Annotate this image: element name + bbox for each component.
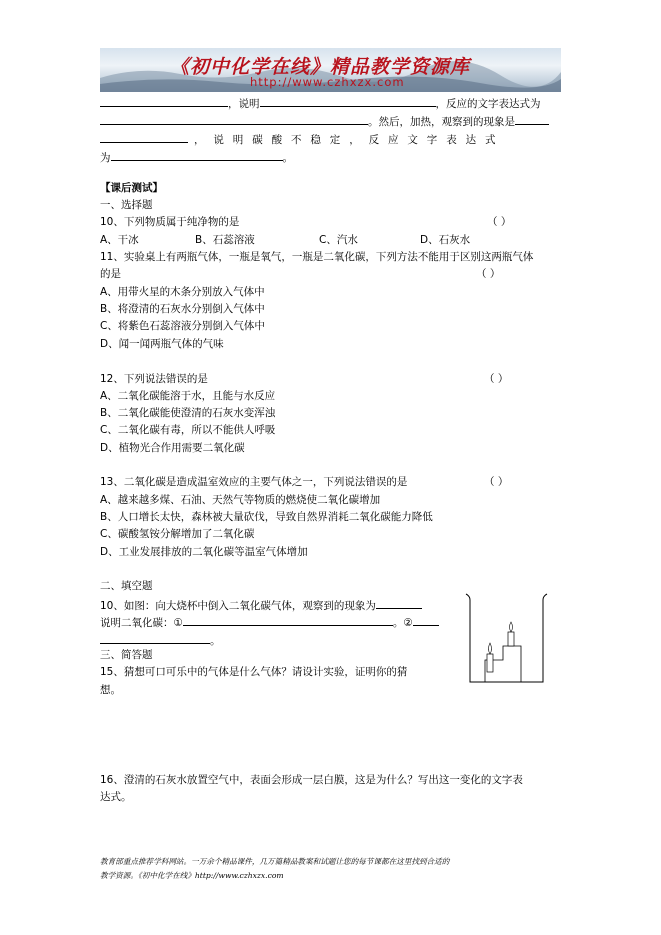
option-d[interactable]: D、工业发展排放的二氧化碳等温室气体增加 xyxy=(100,546,308,558)
intro-text: ，说明 xyxy=(228,98,260,110)
question-12-stem: 12、下列说法错误的是 xyxy=(100,373,208,385)
option-d[interactable]: D、闻一闻两瓶气体的气味 xyxy=(100,338,224,350)
option-d[interactable]: D、石灰水 xyxy=(420,234,471,246)
intro-line-3 xyxy=(100,131,504,147)
intro-line-2 xyxy=(100,113,549,129)
question-11-stem: 11、实验桌上有两瓶气体，一瓶是氧气，一瓶是二氧化碳，下列方法不能用于区别这两瓶气体 xyxy=(100,251,534,263)
upper-candle xyxy=(508,632,514,646)
flame-icon xyxy=(489,643,492,654)
option-b[interactable]: B、人口增长太快，森林被大量砍伐，导致自然界消耗二氧化碳能力降低 xyxy=(100,511,433,523)
fill-text: 10、如图：向大烧杯中倒入二氧化碳气体，观察到的现象为 xyxy=(100,600,376,612)
option-a[interactable]: A、二氧化碳能溶于水，且能与水反应 xyxy=(100,390,276,402)
blank[interactable] xyxy=(100,632,210,644)
section-heading: 【课后测试】 xyxy=(100,182,163,194)
question-11-stem-cont: 的是 xyxy=(100,268,121,280)
banner-url[interactable]: http://www.czhxzx.com xyxy=(250,75,405,89)
intro-text: ，反应的文字表达式为 xyxy=(435,98,541,110)
part-heading-short-answer: 三、简答题 xyxy=(100,649,153,661)
option-b[interactable]: B、二氧化碳能使澄清的石灰水变浑浊 xyxy=(100,407,276,419)
fill-text: 。② xyxy=(392,617,413,629)
option-c[interactable]: C、将紫色石蕊溶液分别倒入气体中 xyxy=(100,320,265,332)
intro-line-1 xyxy=(100,95,541,111)
footer-line-2[interactable]: 教学资源。《初中化学在线》http://www.czhxzx.com xyxy=(100,871,284,880)
blank[interactable] xyxy=(100,131,188,143)
question-15-line-2: 想。 xyxy=(100,684,121,696)
blank[interactable] xyxy=(100,113,368,125)
option-b[interactable]: B、石蕊溶液 xyxy=(195,234,255,246)
blank[interactable] xyxy=(183,614,393,626)
lower-candle xyxy=(487,654,493,672)
option-a[interactable]: A、越来越多煤、石油、天然气等物质的燃烧使二氧化碳增加 xyxy=(100,494,381,506)
option-c[interactable]: C、碳酸氢铵分解增加了二氧化碳 xyxy=(100,528,255,540)
fill-line-3 xyxy=(100,632,221,648)
option-a[interactable]: A、干冰 xyxy=(100,234,139,246)
question-15-line-1: 15、猜想可口可乐中的气体是什么气体？请设计实验，证明你的猜 xyxy=(100,666,408,678)
beaker-candle-diagram xyxy=(463,590,553,686)
answer-paren[interactable]: （ ） xyxy=(476,268,501,280)
intro-text: 为 xyxy=(100,152,111,164)
option-b[interactable]: B、将澄清的石灰水分别倒入气体中 xyxy=(100,303,265,315)
blank[interactable] xyxy=(100,95,228,107)
fill-text: 说明二氧化碳：① xyxy=(100,617,183,629)
footer-line-1: 教育部重点推荐学科网站。一万余个精品课件，几万篇精品教案和试题让您的每节课都在这里找到合适的 xyxy=(100,857,450,866)
option-d[interactable]: D、植物光合作用需要二氧化碳 xyxy=(100,442,245,454)
blank[interactable] xyxy=(413,614,439,626)
question-13-stem: 13、二氧化碳是造成温室效应的主要气体之一，下列说法错误的是 xyxy=(100,476,408,488)
question-16-line-1: 16、澄清的石灰水放置空气中，表面会形成一层白膜，这是为什么？写出这一变化的文字表 xyxy=(100,774,523,786)
answer-paren[interactable]: （ ） xyxy=(484,373,509,385)
part-heading-fill: 二、填空题 xyxy=(100,580,153,592)
banner-title: 《初中化学在线》精品教学资源库 xyxy=(170,56,471,78)
blank[interactable] xyxy=(111,149,283,161)
flame-icon xyxy=(510,622,513,632)
option-c[interactable]: C、汽水 xyxy=(319,234,358,246)
intro-text: ，说明碳酸不稳定，反应文字表达式 xyxy=(194,134,505,146)
fill-line-1 xyxy=(100,597,422,613)
header-banner xyxy=(100,48,561,92)
intro-text: 。 xyxy=(282,152,293,164)
blank[interactable] xyxy=(515,113,549,125)
intro-text: 。然后，加热，观察到的现象是 xyxy=(368,116,515,128)
question-10-stem: 10、下列物质属于纯净物的是 xyxy=(100,216,240,228)
blank[interactable] xyxy=(376,597,422,609)
answer-paren[interactable]: （ ） xyxy=(484,476,509,488)
part-heading-choice: 一、选择题 xyxy=(100,199,153,211)
blank[interactable] xyxy=(260,95,436,107)
option-c[interactable]: C、二氧化碳有毒，所以不能供人呼吸 xyxy=(100,424,276,436)
answer-paren[interactable]: （ ） xyxy=(487,216,512,228)
intro-line-4 xyxy=(100,149,293,165)
fill-line-2 xyxy=(100,614,439,630)
option-a[interactable]: A、用带火星的木条分别放入气体中 xyxy=(100,286,265,298)
fill-text: 。 xyxy=(210,635,221,647)
question-16-line-2: 达式。 xyxy=(100,791,132,803)
